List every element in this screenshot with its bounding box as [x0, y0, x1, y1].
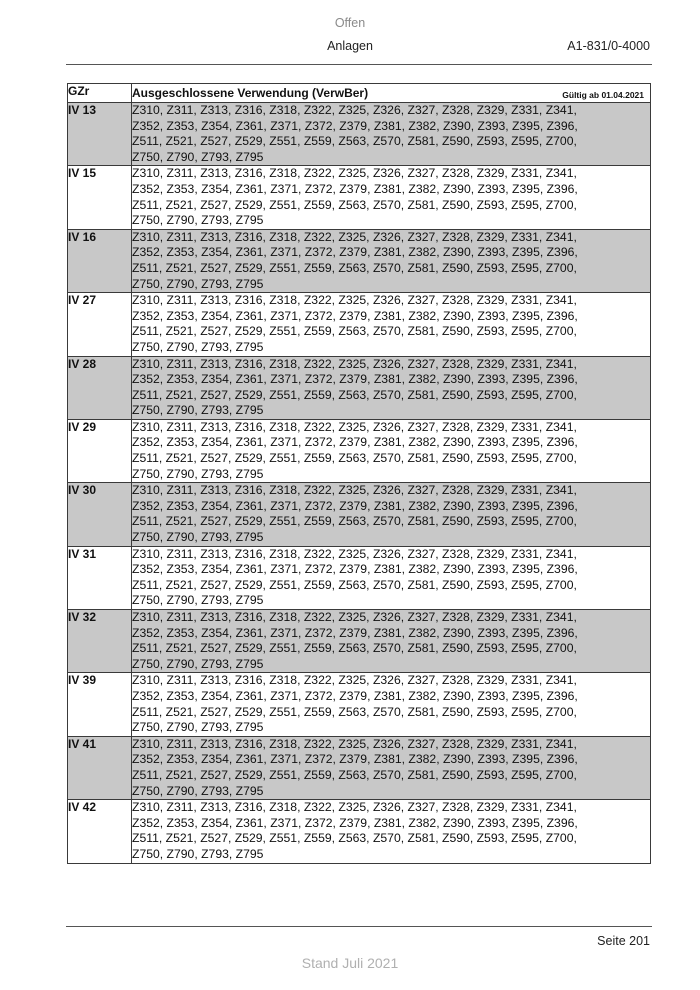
- codes-line: Z352, Z353, Z354, Z361, Z371, Z372, Z379, Z381, Z382, Z390, Z393, Z395, Z396,: [132, 688, 578, 703]
- codes-line: Z511, Z521, Z527, Z529, Z551, Z559, Z563, Z570, Z581, Z590, Z593, Z595, Z700,: [132, 387, 577, 402]
- codes-cell: [132, 483, 651, 546]
- table-row: [68, 800, 651, 863]
- codes-line: Z310, Z311, Z313, Z316, Z318, Z322, Z325, Z326, Z327, Z328, Z329, Z331, Z341,: [132, 229, 577, 244]
- gzr-cell: IV 42: [68, 800, 132, 863]
- codes-line: Z352, Z353, Z354, Z361, Z371, Z372, Z379, Z381, Z382, Z390, Z393, Z395, Z396,: [132, 752, 578, 767]
- classification-label: Offen: [334, 16, 366, 30]
- codes-line: Z511, Z521, Z527, Z529, Z551, Z559, Z563, Z570, Z581, Z590, Z593, Z595, Z700,: [132, 704, 577, 719]
- gzr-cell: IV 28: [68, 356, 132, 419]
- table-row: [68, 419, 651, 482]
- codes-cell: [132, 736, 651, 799]
- codes-line: Z511, Z521, Z527, Z529, Z551, Z559, Z563, Z570, Z581, Z590, Z593, Z595, Z700,: [132, 831, 577, 846]
- codes-cell: [132, 229, 651, 292]
- codes-line: Z310, Z311, Z313, Z316, Z318, Z322, Z325, Z326, Z327, Z328, Z329, Z331, Z341,: [132, 166, 577, 181]
- codes-line: Z352, Z353, Z354, Z361, Z371, Z372, Z379, Z381, Z382, Z390, Z393, Z395, Z396,: [132, 815, 578, 830]
- table-row: [68, 356, 651, 419]
- codes-cell: [132, 166, 651, 229]
- codes-line: Z511, Z521, Z527, Z529, Z551, Z559, Z563, Z570, Z581, Z590, Z593, Z595, Z700,: [132, 451, 577, 466]
- codes-line: Z750, Z790, Z793, Z795: [132, 593, 264, 608]
- table-row: [68, 546, 651, 609]
- gzr-cell: IV 39: [68, 673, 132, 736]
- footer-rule: [66, 926, 652, 927]
- table-row: [68, 610, 651, 673]
- table-row: [68, 673, 651, 736]
- codes-line: Z310, Z311, Z313, Z316, Z318, Z322, Z325, Z326, Z327, Z328, Z329, Z331, Z341,: [132, 610, 577, 624]
- codes-cell: [132, 293, 651, 356]
- gzr-cell: IV 32: [68, 610, 132, 673]
- codes-line: Z511, Z521, Z527, Z529, Z551, Z559, Z563, Z570, Z581, Z590, Z593, Z595, Z700,: [132, 767, 577, 782]
- gzr-cell: IV 29: [68, 419, 132, 482]
- codes-line: Z511, Z521, Z527, Z529, Z551, Z559, Z563, Z570, Z581, Z590, Z593, Z595, Z700,: [132, 641, 577, 656]
- codes-line: Z750, Z790, Z793, Z795: [132, 783, 264, 798]
- codes-line: Z310, Z311, Z313, Z316, Z318, Z322, Z325, Z326, Z327, Z328, Z329, Z331, Z341,: [132, 356, 577, 371]
- codes-line: Z310, Z311, Z313, Z316, Z318, Z322, Z325, Z326, Z327, Z328, Z329, Z331, Z341,: [132, 483, 577, 498]
- codes-line: Z750, Z790, Z793, Z795: [132, 530, 264, 545]
- column-header-gzr: GZr: [68, 84, 132, 103]
- gzr-cell: IV 13: [68, 103, 132, 166]
- table-row: [68, 483, 651, 546]
- codes-cell: [132, 419, 651, 482]
- table-header-row: [68, 84, 651, 103]
- column-header-use: [132, 84, 651, 103]
- table-row: [68, 166, 651, 229]
- codes-line: Z511, Z521, Z527, Z529, Z551, Z559, Z563, Z570, Z581, Z590, Z593, Z595, Z700,: [132, 577, 577, 592]
- gzr-cell: IV 41: [68, 736, 132, 799]
- codes-line: Z750, Z790, Z793, Z795: [132, 276, 264, 291]
- gzr-cell: IV 15: [68, 166, 132, 229]
- codes-line: Z750, Z790, Z793, Z795: [132, 720, 264, 735]
- document-number: A1-831/0-4000: [567, 39, 650, 53]
- codes-line: Z352, Z353, Z354, Z361, Z371, Z372, Z379, Z381, Z382, Z390, Z393, Z395, Z396,: [132, 562, 578, 577]
- table-row: [68, 103, 651, 166]
- valid-from-date: Gültig ab 01.04.2021: [562, 90, 644, 100]
- codes-line: Z352, Z353, Z354, Z361, Z371, Z372, Z379, Z381, Z382, Z390, Z393, Z395, Z396,: [132, 435, 578, 450]
- codes-line: Z310, Z311, Z313, Z316, Z318, Z322, Z325, Z326, Z327, Z328, Z329, Z331, Z341,: [132, 419, 577, 434]
- stand-date: Stand Juli 2021: [301, 955, 399, 971]
- codes-cell: [132, 610, 651, 673]
- codes-line: Z310, Z311, Z313, Z316, Z318, Z322, Z325, Z326, Z327, Z328, Z329, Z331, Z341,: [132, 546, 577, 561]
- codes-line: Z750, Z790, Z793, Z795: [132, 339, 264, 354]
- codes-line: Z511, Z521, Z527, Z529, Z551, Z559, Z563, Z570, Z581, Z590, Z593, Z595, Z700,: [132, 324, 577, 339]
- codes-cell: [132, 546, 651, 609]
- section-title: Anlagen: [327, 39, 373, 53]
- codes-line: Z511, Z521, Z527, Z529, Z551, Z559, Z563, Z570, Z581, Z590, Z593, Z595, Z700,: [132, 134, 577, 149]
- codes-line: Z310, Z311, Z313, Z316, Z318, Z322, Z325, Z326, Z327, Z328, Z329, Z331, Z341,: [132, 800, 577, 815]
- codes-cell: [132, 673, 651, 736]
- codes-cell: [132, 103, 651, 166]
- table-row: [68, 293, 651, 356]
- exclusion-table: [67, 83, 651, 864]
- codes-line: Z352, Z353, Z354, Z361, Z371, Z372, Z379, Z381, Z382, Z390, Z393, Z395, Z396,: [132, 372, 578, 387]
- gzr-cell: IV 16: [68, 229, 132, 292]
- page-number: Seite 201: [597, 934, 650, 948]
- codes-line: Z310, Z311, Z313, Z316, Z318, Z322, Z325, Z326, Z327, Z328, Z329, Z331, Z341,: [132, 736, 577, 751]
- codes-line: Z352, Z353, Z354, Z361, Z371, Z372, Z379, Z381, Z382, Z390, Z393, Z395, Z396,: [132, 625, 578, 640]
- codes-line: Z352, Z353, Z354, Z361, Z371, Z372, Z379, Z381, Z382, Z390, Z393, Z395, Z396,: [132, 181, 578, 196]
- codes-line: Z750, Z790, Z793, Z795: [132, 466, 264, 481]
- codes-line: Z750, Z790, Z793, Z795: [132, 846, 264, 861]
- codes-line: Z750, Z790, Z793, Z795: [132, 656, 264, 671]
- codes-line: Z310, Z311, Z313, Z316, Z318, Z322, Z325, Z326, Z327, Z328, Z329, Z331, Z341,: [132, 293, 577, 308]
- gzr-cell: IV 31: [68, 546, 132, 609]
- codes-line: Z310, Z311, Z313, Z316, Z318, Z322, Z325, Z326, Z327, Z328, Z329, Z331, Z341,: [132, 673, 577, 688]
- codes-line: Z511, Z521, Z527, Z529, Z551, Z559, Z563, Z570, Z581, Z590, Z593, Z595, Z700,: [132, 197, 577, 212]
- table-row: [68, 736, 651, 799]
- codes-line: Z352, Z353, Z354, Z361, Z371, Z372, Z379, Z381, Z382, Z390, Z393, Z395, Z396,: [132, 308, 578, 323]
- codes-cell: [132, 800, 651, 863]
- codes-line: Z310, Z311, Z313, Z316, Z318, Z322, Z325, Z326, Z327, Z328, Z329, Z331, Z341,: [132, 103, 577, 117]
- codes-line: Z511, Z521, Z527, Z529, Z551, Z559, Z563, Z570, Z581, Z590, Z593, Z595, Z700,: [132, 514, 577, 529]
- gzr-cell: IV 27: [68, 293, 132, 356]
- codes-line: Z750, Z790, Z793, Z795: [132, 403, 264, 418]
- gzr-cell: IV 30: [68, 483, 132, 546]
- codes-line: Z750, Z790, Z793, Z795: [132, 149, 264, 164]
- codes-cell: [132, 356, 651, 419]
- column-header-use-label: Ausgeschlossene Verwendung (VerwBer): [132, 86, 369, 100]
- table-row: [68, 229, 651, 292]
- codes-line: Z750, Z790, Z793, Z795: [132, 213, 264, 228]
- codes-line: Z511, Z521, Z527, Z529, Z551, Z559, Z563, Z570, Z581, Z590, Z593, Z595, Z700,: [132, 260, 577, 275]
- codes-line: Z352, Z353, Z354, Z361, Z371, Z372, Z379, Z381, Z382, Z390, Z393, Z395, Z396,: [132, 245, 578, 260]
- header-rule: [66, 64, 652, 65]
- codes-line: Z352, Z353, Z354, Z361, Z371, Z372, Z379, Z381, Z382, Z390, Z393, Z395, Z396,: [132, 498, 578, 513]
- codes-line: Z352, Z353, Z354, Z361, Z371, Z372, Z379, Z381, Z382, Z390, Z393, Z395, Z396,: [132, 118, 578, 133]
